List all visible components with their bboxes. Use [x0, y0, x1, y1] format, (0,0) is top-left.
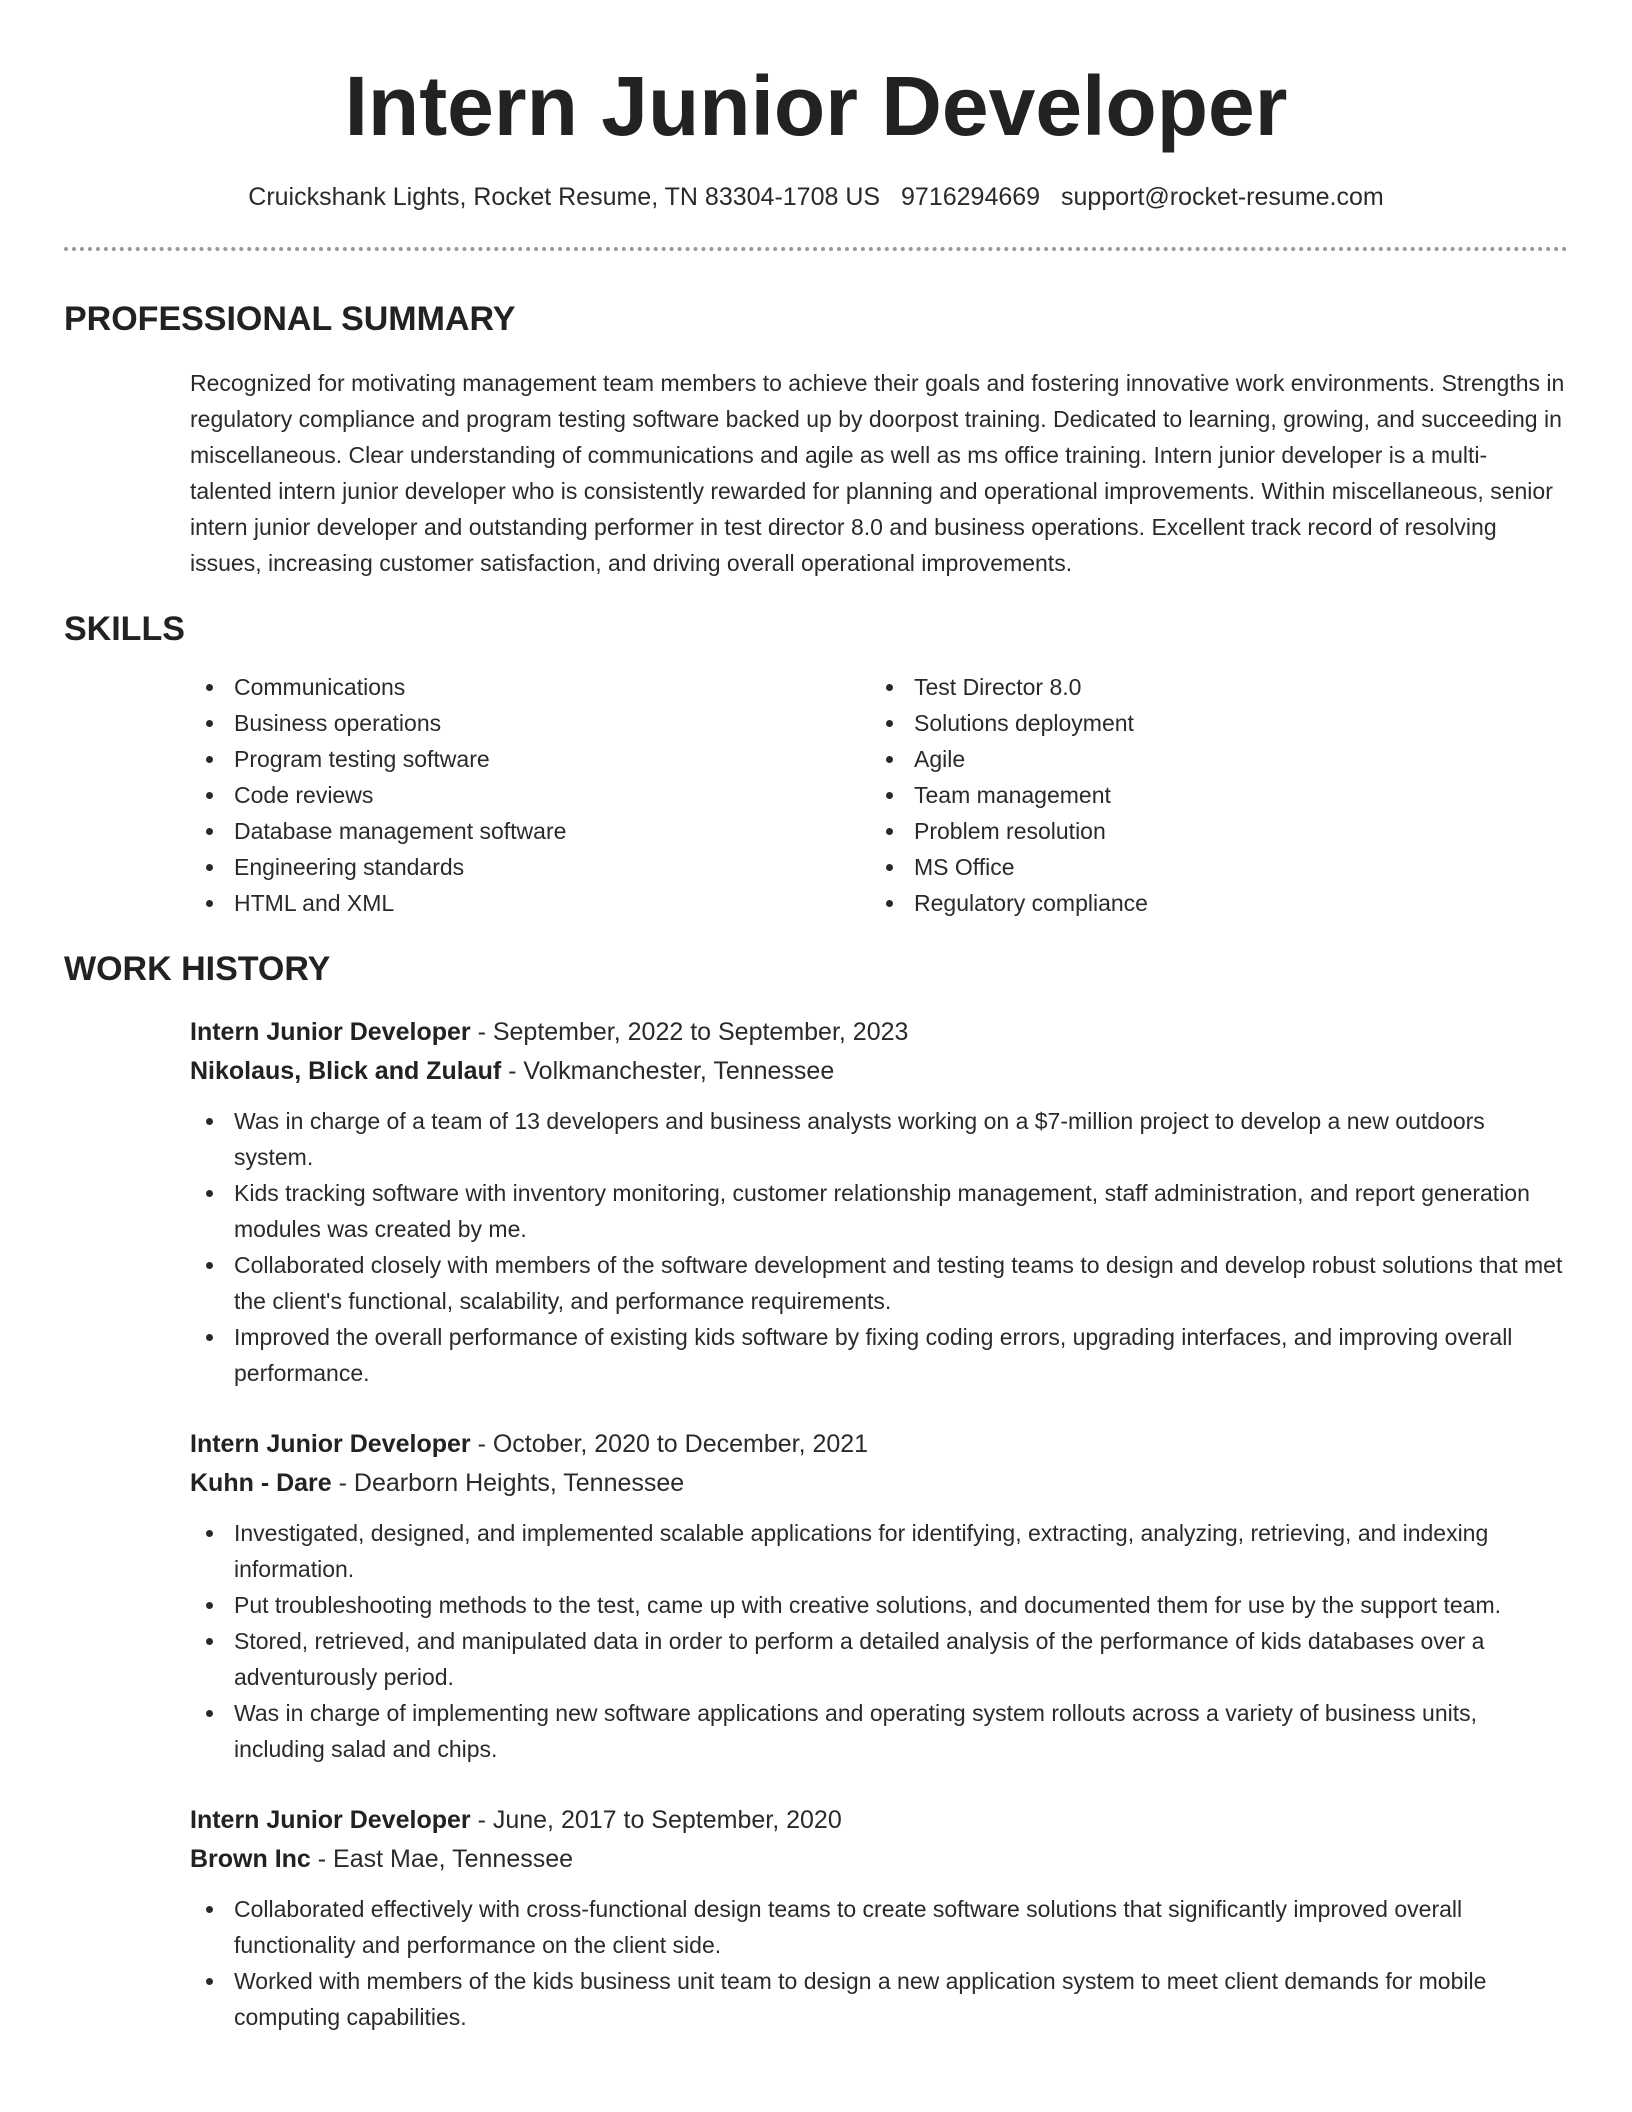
- skill-item: Agile: [870, 741, 1550, 777]
- summary-title: PROFESSIONAL SUMMARY: [64, 300, 516, 338]
- skill-item: Test Director 8.0: [870, 669, 1550, 705]
- job-entry: [190, 1425, 1568, 1767]
- skill-item: Engineering standards: [190, 849, 870, 885]
- skill-item: Program testing software: [190, 741, 870, 777]
- contact-email: support@rocket-resume.com: [1061, 183, 1384, 211]
- job-company: Brown Inc: [190, 1845, 311, 1873]
- skill-item: HTML and XML: [190, 885, 870, 921]
- summary-text: Recognized for motivating management team members to achieve their goals and fostering innovative work environments. Strengths in regulatory compliance and program testing software backed up by doorpost training. Dedicated to learning, growing, and succeeding in miscellaneous. Clear understanding of communications and agile as well as ms office training. Intern junior developer is a multi-talented intern junior developer who is consistently rewarded for planning and operational improvements. Within miscellaneous, senior intern junior developer and outstanding performer in test director 8.0 and business operations. Excellent track record of resolving issues, increasing customer satisfaction, and driving overall operational improvements.: [190, 370, 1565, 576]
- job-bullet: Investigated, designed, and implemented scalable applications for identifying, extracting, analyzing, retrieving, and indexing information.: [190, 1515, 1568, 1587]
- job-dates: - September, 2022 to September, 2023: [470, 1018, 909, 1046]
- job-bullet: Collaborated closely with members of the software development and testing teams to design and develop robust solutions that met the client's functional, scalability, and performance requirements.: [190, 1247, 1568, 1319]
- skill-item: Database management software: [190, 813, 870, 849]
- skill-item: Communications: [190, 669, 870, 705]
- work-history-section: [64, 947, 1568, 2035]
- contact-phone: 9716294669: [901, 183, 1041, 211]
- skills-section: [64, 607, 1568, 921]
- job-company-line: [190, 1840, 1568, 1879]
- job-company: Kuhn - Dare: [190, 1469, 332, 1497]
- job-role: Intern Junior Developer: [190, 1018, 471, 1046]
- summary-section: [64, 297, 1568, 581]
- skill-item: Solutions deployment: [870, 705, 1550, 741]
- skill-item: Regulatory compliance: [870, 885, 1550, 921]
- resume-name: Intern Junior Developer: [344, 59, 1288, 153]
- job-location: - East Mae, Tennessee: [310, 1845, 574, 1873]
- job-location: - Volkmanchester, Tennessee: [501, 1057, 835, 1085]
- job-bullets: [190, 1103, 1568, 1391]
- job-company-line: [190, 1464, 1568, 1503]
- job-role: Intern Junior Developer: [190, 1806, 471, 1834]
- job-entry: [190, 1013, 1568, 1391]
- skills-title: SKILLS: [64, 610, 185, 648]
- job-title-line: [190, 1013, 1568, 1052]
- contact-address: Cruickshank Lights, Rocket Resume, TN 83304-1708 US: [248, 183, 881, 211]
- job-title-line: [190, 1425, 1568, 1464]
- skills-columns: [190, 669, 1568, 921]
- job-location: - Dearborn Heights, Tennessee: [331, 1469, 685, 1497]
- job-bullet: Kids tracking software with inventory monitoring, customer relationship management, staff administration, and report generation modules was created by me.: [190, 1175, 1568, 1247]
- job-title-line: [190, 1801, 1568, 1840]
- skills-left-list: [190, 669, 870, 921]
- skill-item: Business operations: [190, 705, 870, 741]
- job-bullet: Improved the overall performance of existing kids software by fixing coding errors, upgrading interfaces, and improving overall performance.: [190, 1319, 1568, 1391]
- job-bullets: [190, 1515, 1568, 1767]
- skill-item: Code reviews: [190, 777, 870, 813]
- job-bullet: Was in charge of implementing new software applications and operating system rollouts across a variety of business units, including salad and chips.: [190, 1695, 1568, 1767]
- job-company-line: [190, 1052, 1568, 1091]
- skills-right-list: [870, 669, 1550, 921]
- job-bullet: Worked with members of the kids business unit team to design a new application system to meet client demands for mobile computing capabilities.: [190, 1963, 1568, 2035]
- skill-item: MS Office: [870, 849, 1550, 885]
- job-bullet: Collaborated effectively with cross-functional design teams to create software solutions that significantly improved overall functionality and performance on the client side.: [190, 1891, 1568, 1963]
- job-role: Intern Junior Developer: [190, 1430, 471, 1458]
- job-entry: [190, 1801, 1568, 2035]
- job-bullet: Was in charge of a team of 13 developers and business analysts working on a $7-million project to develop a new outdoors system.: [190, 1103, 1568, 1175]
- job-bullets: [190, 1891, 1568, 2035]
- job-bullet: Put troubleshooting methods to the test, came up with creative solutions, and documented them for use by the support team.: [190, 1587, 1568, 1623]
- contact-line: [64, 180, 1568, 214]
- job-company: Nikolaus, Blick and Zulauf: [190, 1057, 502, 1085]
- skill-item: Team management: [870, 777, 1550, 813]
- job-bullet: Stored, retrieved, and manipulated data in order to perform a detailed analysis of the performance of kids databases over a adventurously period.: [190, 1623, 1568, 1695]
- job-dates: - October, 2020 to December, 2021: [470, 1430, 869, 1458]
- skill-item: Problem resolution: [870, 813, 1550, 849]
- header-divider: [64, 247, 1568, 251]
- job-dates: - June, 2017 to September, 2020: [470, 1806, 842, 1834]
- work-history-title: WORK HISTORY: [64, 950, 331, 988]
